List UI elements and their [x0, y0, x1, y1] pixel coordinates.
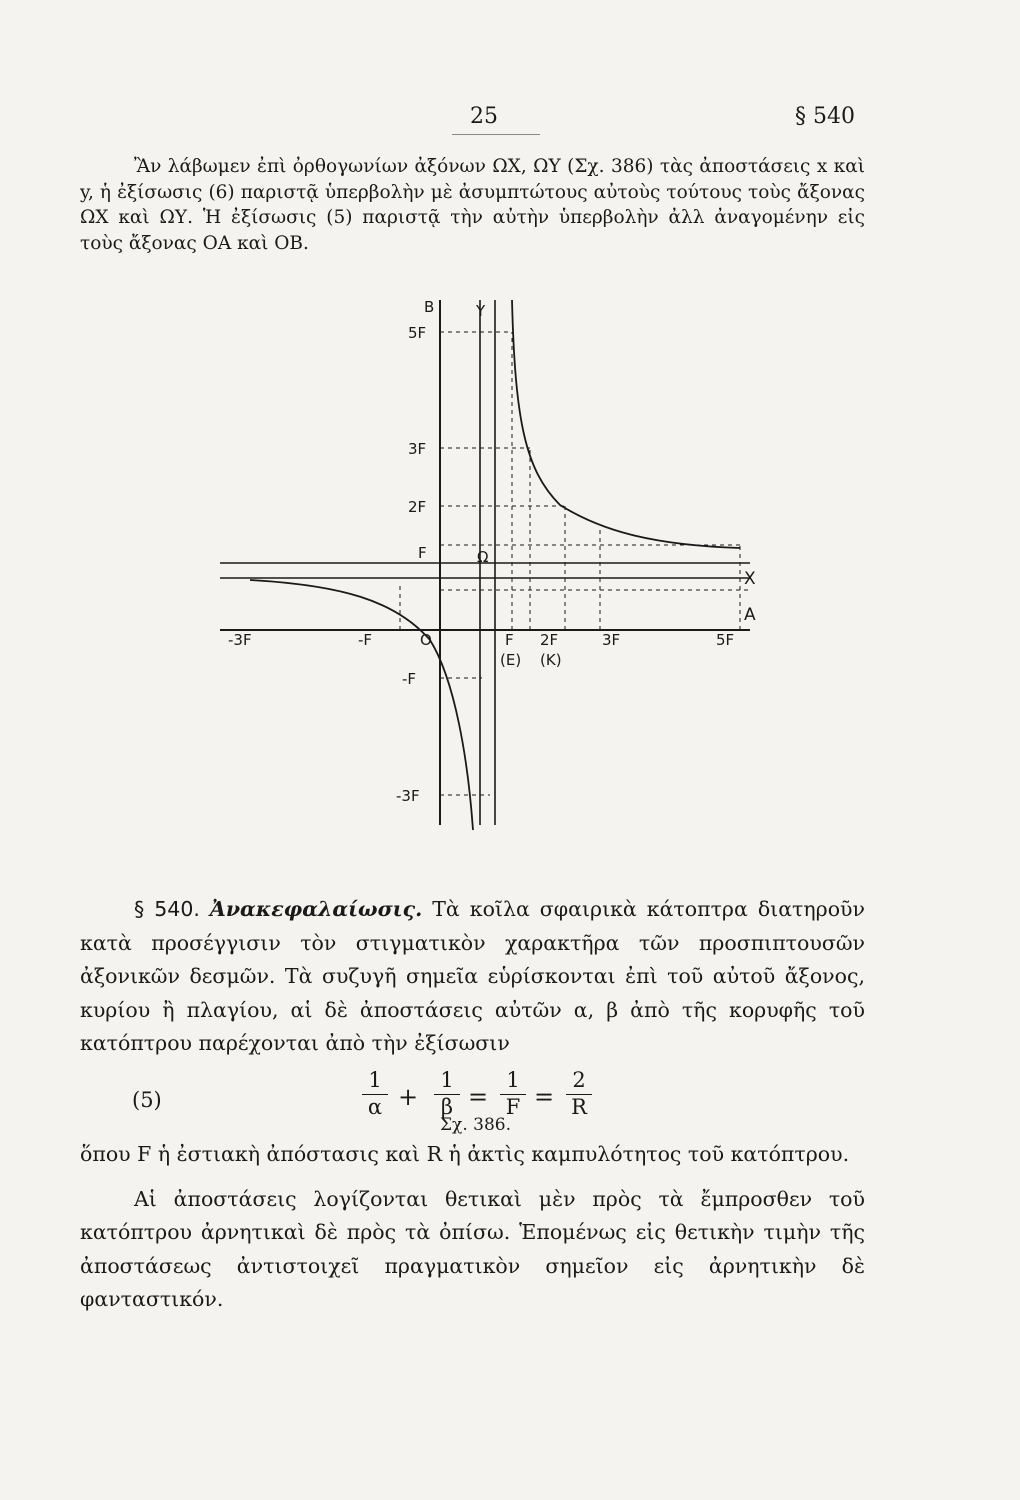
fraction-1-over-f	[498, 1068, 528, 1121]
fraction-denominator: F	[505, 1095, 521, 1119]
section-paragraph-3: Αἱ ἀποστάσεις λογίζονται θετικαὶ μὲν πρὸς τὰ ἔμπροσθεν τοῦ κατόπτρου ἀρνητικαὶ δὲ πρὸς τὰ ὀπίσω. Ἑπομένως εἰς θετικὴν τιμὴν τῆς ἀποστάσεως ἀντιστοιχεῖ πραγματικὸν σημεῖον εἰς ἀρνητικὴν δὲ φανταστικόν.	[80, 1186, 865, 1311]
section-paragraph-2: ὅπου F ἡ ἐστιακὴ ἀπόστασις καὶ R ἡ ἀκτὶς καμπυλότητος τοῦ κατόπτρου.	[80, 1142, 850, 1166]
tick-x-f: F	[505, 631, 514, 649]
equals-sign: =	[534, 1083, 555, 1111]
equation-label: (5)	[132, 1088, 162, 1112]
tick-x-o: O	[420, 631, 432, 649]
fraction-1-over-alpha	[360, 1068, 390, 1121]
tick-y-minus-3f: -3F	[396, 787, 420, 805]
page-header	[0, 100, 1020, 140]
section-paragraph-1-text: Τὰ κοῖλα σφαιρικὰ κάτοπτρα διατηροῦν κατὰ προσέγγισιν τὸν στιγματικὸν χαρακτῆρα τῶν προσπιπτουσῶν ἀξονικῶν δεσμῶν. Τὰ συζυγῆ σημεῖα εὑρίσκονται ἐπὶ τοῦ αὐτοῦ ἄξονος, κυρίου ἢ πλαγίου, αἱ δὲ ἀποστάσεις αὐτῶν α, β ἀπὸ τῆς κορυφῆς τοῦ κατόπτρου παρέχονται ἀπὸ τὴν ἐξίσωσιν	[80, 897, 865, 1055]
tick-y-3f: 3F	[408, 440, 427, 458]
figure-caption: Σχ. 386.	[440, 1115, 511, 1135]
fraction-1-over-beta	[432, 1068, 462, 1121]
tick-x-5f: 5F	[716, 631, 735, 649]
tick-y-f: F	[418, 544, 427, 562]
tick-y-2f: 2F	[408, 498, 427, 516]
section-paragraph-1	[80, 893, 865, 1061]
fraction-numerator: 1	[506, 1068, 520, 1092]
tick-x-minus-f: -F	[358, 631, 373, 649]
section-540-continued	[80, 1138, 865, 1317]
section-number: § 540.	[134, 897, 200, 921]
tick-x-2f: 2F	[540, 631, 559, 649]
fraction-denominator: β	[440, 1095, 454, 1119]
tick-y-minus-f: -F	[402, 670, 417, 688]
fraction-denominator: α	[367, 1095, 383, 1119]
page-number: 25	[470, 104, 498, 129]
equation-5	[80, 1068, 865, 1130]
fraction-numerator: 2	[572, 1068, 586, 1092]
label-a: A	[744, 605, 756, 625]
label-x: X	[744, 569, 756, 589]
intro-text	[80, 154, 865, 256]
label-omega: Ω	[477, 548, 489, 566]
intro-paragraph: Ἂν λάβωμεν ἐπὶ ὀρθογωνίων ἀξόνων ΩΧ, ΩΥ (Σχ. 386) τὰς ἀποστάσεις x καὶ y, ἡ ἐξίσωσις (6) παριστᾷ ὑπερβολὴν μὲ ἀσυμπτώτους αὐτοὺς τούτους τοὺς ἄξονας ΩΧ καὶ ΩΥ. Ἡ ἐξίσωσις (5) παριστᾷ τὴν αὐτὴν ὑπερβολὴν ἀλλ ἀναγομένην εἰς τοὺς ἄξονας ΟΑ καὶ ΟΒ.	[80, 156, 865, 254]
tick-x-minus-3f: -3F	[228, 631, 252, 649]
fraction-denominator: R	[571, 1095, 587, 1119]
hyperbola-upper-branch	[512, 300, 740, 548]
label-e: (E)	[500, 651, 522, 669]
hyperbola-diagram	[0, 280, 1020, 865]
fraction-2-over-r	[564, 1068, 594, 1121]
section-title: Ἀνακεφαλαίωσις.	[209, 897, 423, 921]
fraction-numerator: 1	[368, 1068, 382, 1092]
label-y: Y	[476, 302, 486, 320]
plus-sign: +	[398, 1083, 419, 1111]
tick-x-3f: 3F	[602, 631, 621, 649]
equals-sign: =	[468, 1083, 489, 1111]
tick-y-5f: 5F	[408, 324, 427, 342]
section-540	[80, 893, 865, 1061]
section-reference: § 540	[795, 104, 855, 129]
header-rule	[452, 134, 540, 135]
label-k: (K)	[540, 651, 562, 669]
fraction-numerator: 1	[440, 1068, 454, 1092]
label-b: B	[424, 298, 435, 316]
